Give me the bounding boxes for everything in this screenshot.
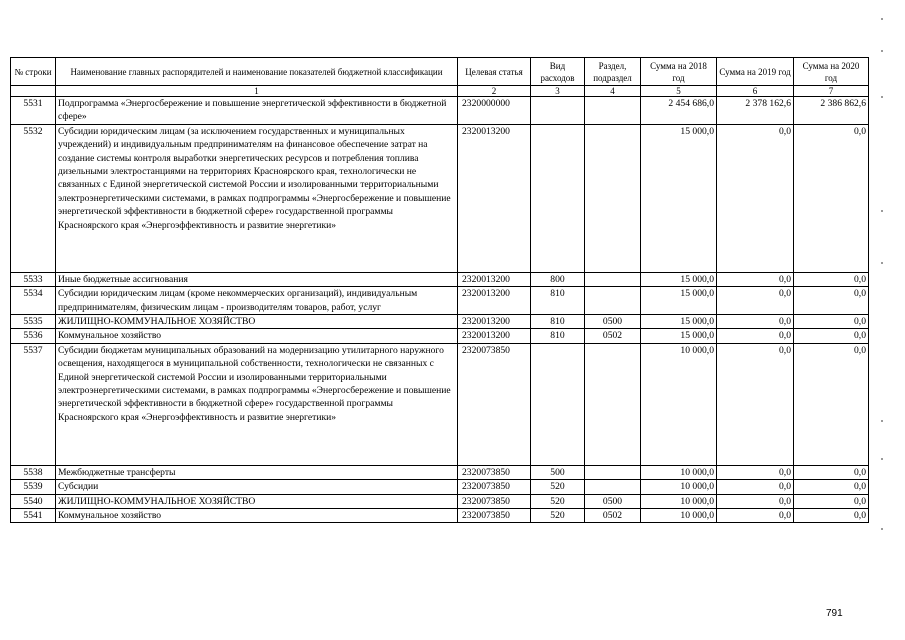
sum-2020: 0,0 — [794, 124, 869, 272]
sum-2019: 0,0 — [717, 343, 794, 465]
sum-2020: 2 386 862,6 — [794, 97, 869, 125]
row-number: 5533 — [11, 272, 56, 286]
table-body — [11, 97, 869, 523]
column-number: 7 — [794, 86, 869, 97]
row-name: ЖИЛИЩНО-КОММУНАЛЬНОЕ ХОЗЯЙСТВО — [56, 315, 458, 329]
target-article: 2320013200 — [458, 329, 531, 343]
header-section: Раздел, подраздел — [585, 58, 641, 86]
sum-2018: 15 000,0 — [641, 287, 717, 315]
sum-2018: 15 000,0 — [641, 315, 717, 329]
section-code: 0500 — [585, 315, 641, 329]
sum-2018: 10 000,0 — [641, 480, 717, 494]
row-number: 5541 — [11, 509, 56, 523]
sum-2019: 0,0 — [717, 272, 794, 286]
target-article: 2320013200 — [458, 124, 531, 272]
header-sum-2018: Сумма на 2018 год — [641, 58, 717, 86]
page-number: 791 — [826, 608, 843, 619]
table-row — [11, 315, 869, 329]
header-target-article: Целевая статья — [458, 58, 531, 86]
section-code: 0502 — [585, 329, 641, 343]
target-article: 2320013200 — [458, 287, 531, 315]
table-row — [11, 343, 869, 465]
sum-2018: 15 000,0 — [641, 124, 717, 272]
expense-type: 810 — [531, 329, 585, 343]
row-number: 5539 — [11, 480, 56, 494]
table-row — [11, 329, 869, 343]
expense-type: 810 — [531, 287, 585, 315]
sum-2019: 0,0 — [717, 329, 794, 343]
budget-table — [10, 57, 869, 523]
target-article: 2320013200 — [458, 315, 531, 329]
sum-2019: 2 378 162,6 — [717, 97, 794, 125]
section-code — [585, 287, 641, 315]
expense-type: 520 — [531, 494, 585, 508]
scan-edge-mark — [881, 210, 883, 212]
section-code — [585, 480, 641, 494]
table-row — [11, 272, 869, 286]
sum-2019: 0,0 — [717, 315, 794, 329]
sum-2020: 0,0 — [794, 287, 869, 315]
table-row — [11, 97, 869, 125]
row-number: 5532 — [11, 124, 56, 272]
table-row — [11, 287, 869, 315]
scan-edge-mark — [881, 528, 883, 530]
row-name: Субсидии юридическим лицам (кроме некоммерческих организаций), индивидуальным предпринимателям, физическим лицам - производителям товаров, работ, услуг — [56, 287, 458, 315]
table-header-row — [11, 58, 869, 86]
section-code — [585, 465, 641, 479]
table-row — [11, 124, 869, 272]
scan-edge-mark — [881, 262, 883, 264]
row-number: 5538 — [11, 465, 56, 479]
target-article: 2320073850 — [458, 509, 531, 523]
section-code — [585, 124, 641, 272]
header-expense-type: Вид расходов — [531, 58, 585, 86]
sum-2018: 10 000,0 — [641, 465, 717, 479]
row-name: Субсидии — [56, 480, 458, 494]
section-code — [585, 343, 641, 465]
column-number — [11, 86, 56, 97]
section-code — [585, 97, 641, 125]
row-name: Коммунальное хозяйство — [56, 329, 458, 343]
sum-2020: 0,0 — [794, 343, 869, 465]
row-name: Субсидии юридическим лицам (за исключением государственных и муниципальных учреждений) и индивидуальным предпринимателям на финансовое обеспечение затрат на создание системы контроля выработки энергетических ресурсов и потребления топлива дизельными электростанциями на территориях Красноярского края, технологически не связанных с Единой энергетической системой России и изолированными территориальными электроэнергетическими системами, в рамках подпрограммы «Энергосбережение и повышение энергетической эффективности в бюджетной сфере» государственной программы Красноярского края «Энергоэффективность и развитие энергетики» — [56, 124, 458, 272]
expense-type — [531, 343, 585, 465]
column-number: 2 — [458, 86, 531, 97]
scan-edge-mark — [881, 18, 883, 20]
header-row-number: № строки — [11, 58, 56, 86]
column-number: 1 — [56, 86, 458, 97]
row-number: 5537 — [11, 343, 56, 465]
row-name: Подпрограмма «Энергосбережение и повышение энергетической эффективности в бюджетной сфере» — [56, 97, 458, 125]
scan-edge-mark — [881, 50, 883, 52]
sum-2018: 15 000,0 — [641, 329, 717, 343]
expense-type: 810 — [531, 315, 585, 329]
sum-2018: 15 000,0 — [641, 272, 717, 286]
column-number: 6 — [717, 86, 794, 97]
row-number: 5534 — [11, 287, 56, 315]
table-row — [11, 465, 869, 479]
expense-type: 800 — [531, 272, 585, 286]
sum-2020: 0,0 — [794, 272, 869, 286]
sum-2019: 0,0 — [717, 465, 794, 479]
scan-edge-mark — [881, 458, 883, 460]
section-code: 0502 — [585, 509, 641, 523]
expense-type — [531, 97, 585, 125]
sum-2020: 0,0 — [794, 315, 869, 329]
sum-2020: 0,0 — [794, 480, 869, 494]
row-number: 5536 — [11, 329, 56, 343]
target-article: 2320073850 — [458, 480, 531, 494]
expense-type: 520 — [531, 480, 585, 494]
expense-type: 500 — [531, 465, 585, 479]
row-name: Иные бюджетные ассигнования — [56, 272, 458, 286]
header-name: Наименование главных распорядителей и наименование показателей бюджетной классификации — [56, 58, 458, 86]
sum-2019: 0,0 — [717, 124, 794, 272]
target-article: 2320013200 — [458, 272, 531, 286]
sum-2018: 2 454 686,0 — [641, 97, 717, 125]
row-number: 5540 — [11, 494, 56, 508]
row-name: Коммунальное хозяйство — [56, 509, 458, 523]
sum-2020: 0,0 — [794, 509, 869, 523]
row-number: 5535 — [11, 315, 56, 329]
header-sum-2019: Сумма на 2019 год — [717, 58, 794, 86]
sum-2019: 0,0 — [717, 480, 794, 494]
row-name: ЖИЛИЩНО-КОММУНАЛЬНОЕ ХОЗЯЙСТВО — [56, 494, 458, 508]
sum-2018: 10 000,0 — [641, 509, 717, 523]
row-number: 5531 — [11, 97, 56, 125]
table-row — [11, 509, 869, 523]
sum-2019: 0,0 — [717, 494, 794, 508]
column-number-row — [11, 86, 869, 97]
target-article: 2320000000 — [458, 97, 531, 125]
column-number: 5 — [641, 86, 717, 97]
sum-2018: 10 000,0 — [641, 343, 717, 465]
column-number: 3 — [531, 86, 585, 97]
sum-2020: 0,0 — [794, 329, 869, 343]
section-code — [585, 272, 641, 286]
target-article: 2320073850 — [458, 465, 531, 479]
header-sum-2020: Сумма на 2020 год — [794, 58, 869, 86]
sum-2019: 0,0 — [717, 287, 794, 315]
sum-2020: 0,0 — [794, 494, 869, 508]
scan-edge-mark — [881, 96, 883, 98]
scan-edge-mark — [881, 420, 883, 422]
section-code: 0500 — [585, 494, 641, 508]
sum-2018: 10 000,0 — [641, 494, 717, 508]
sum-2019: 0,0 — [717, 509, 794, 523]
column-number: 4 — [585, 86, 641, 97]
target-article: 2320073850 — [458, 343, 531, 465]
sum-2020: 0,0 — [794, 465, 869, 479]
row-name: Субсидии бюджетам муниципальных образований на модернизацию утилитарного наружного освещения, находящегося в муниципальной собственности, технологически не связанных с Единой энергетической системой России и изолированными территориальными электроэнергетическими системами, в рамках подпрограммы «Энергосбережение и повышение энергетической эффективности в бюджетной сфере» государственной программы Красноярского края «Энергоэффективность и развитие энергетики» — [56, 343, 458, 465]
expense-type: 520 — [531, 509, 585, 523]
expense-type — [531, 124, 585, 272]
table-row — [11, 480, 869, 494]
target-article: 2320073850 — [458, 494, 531, 508]
table-row — [11, 494, 869, 508]
row-name: Межбюджетные трансферты — [56, 465, 458, 479]
